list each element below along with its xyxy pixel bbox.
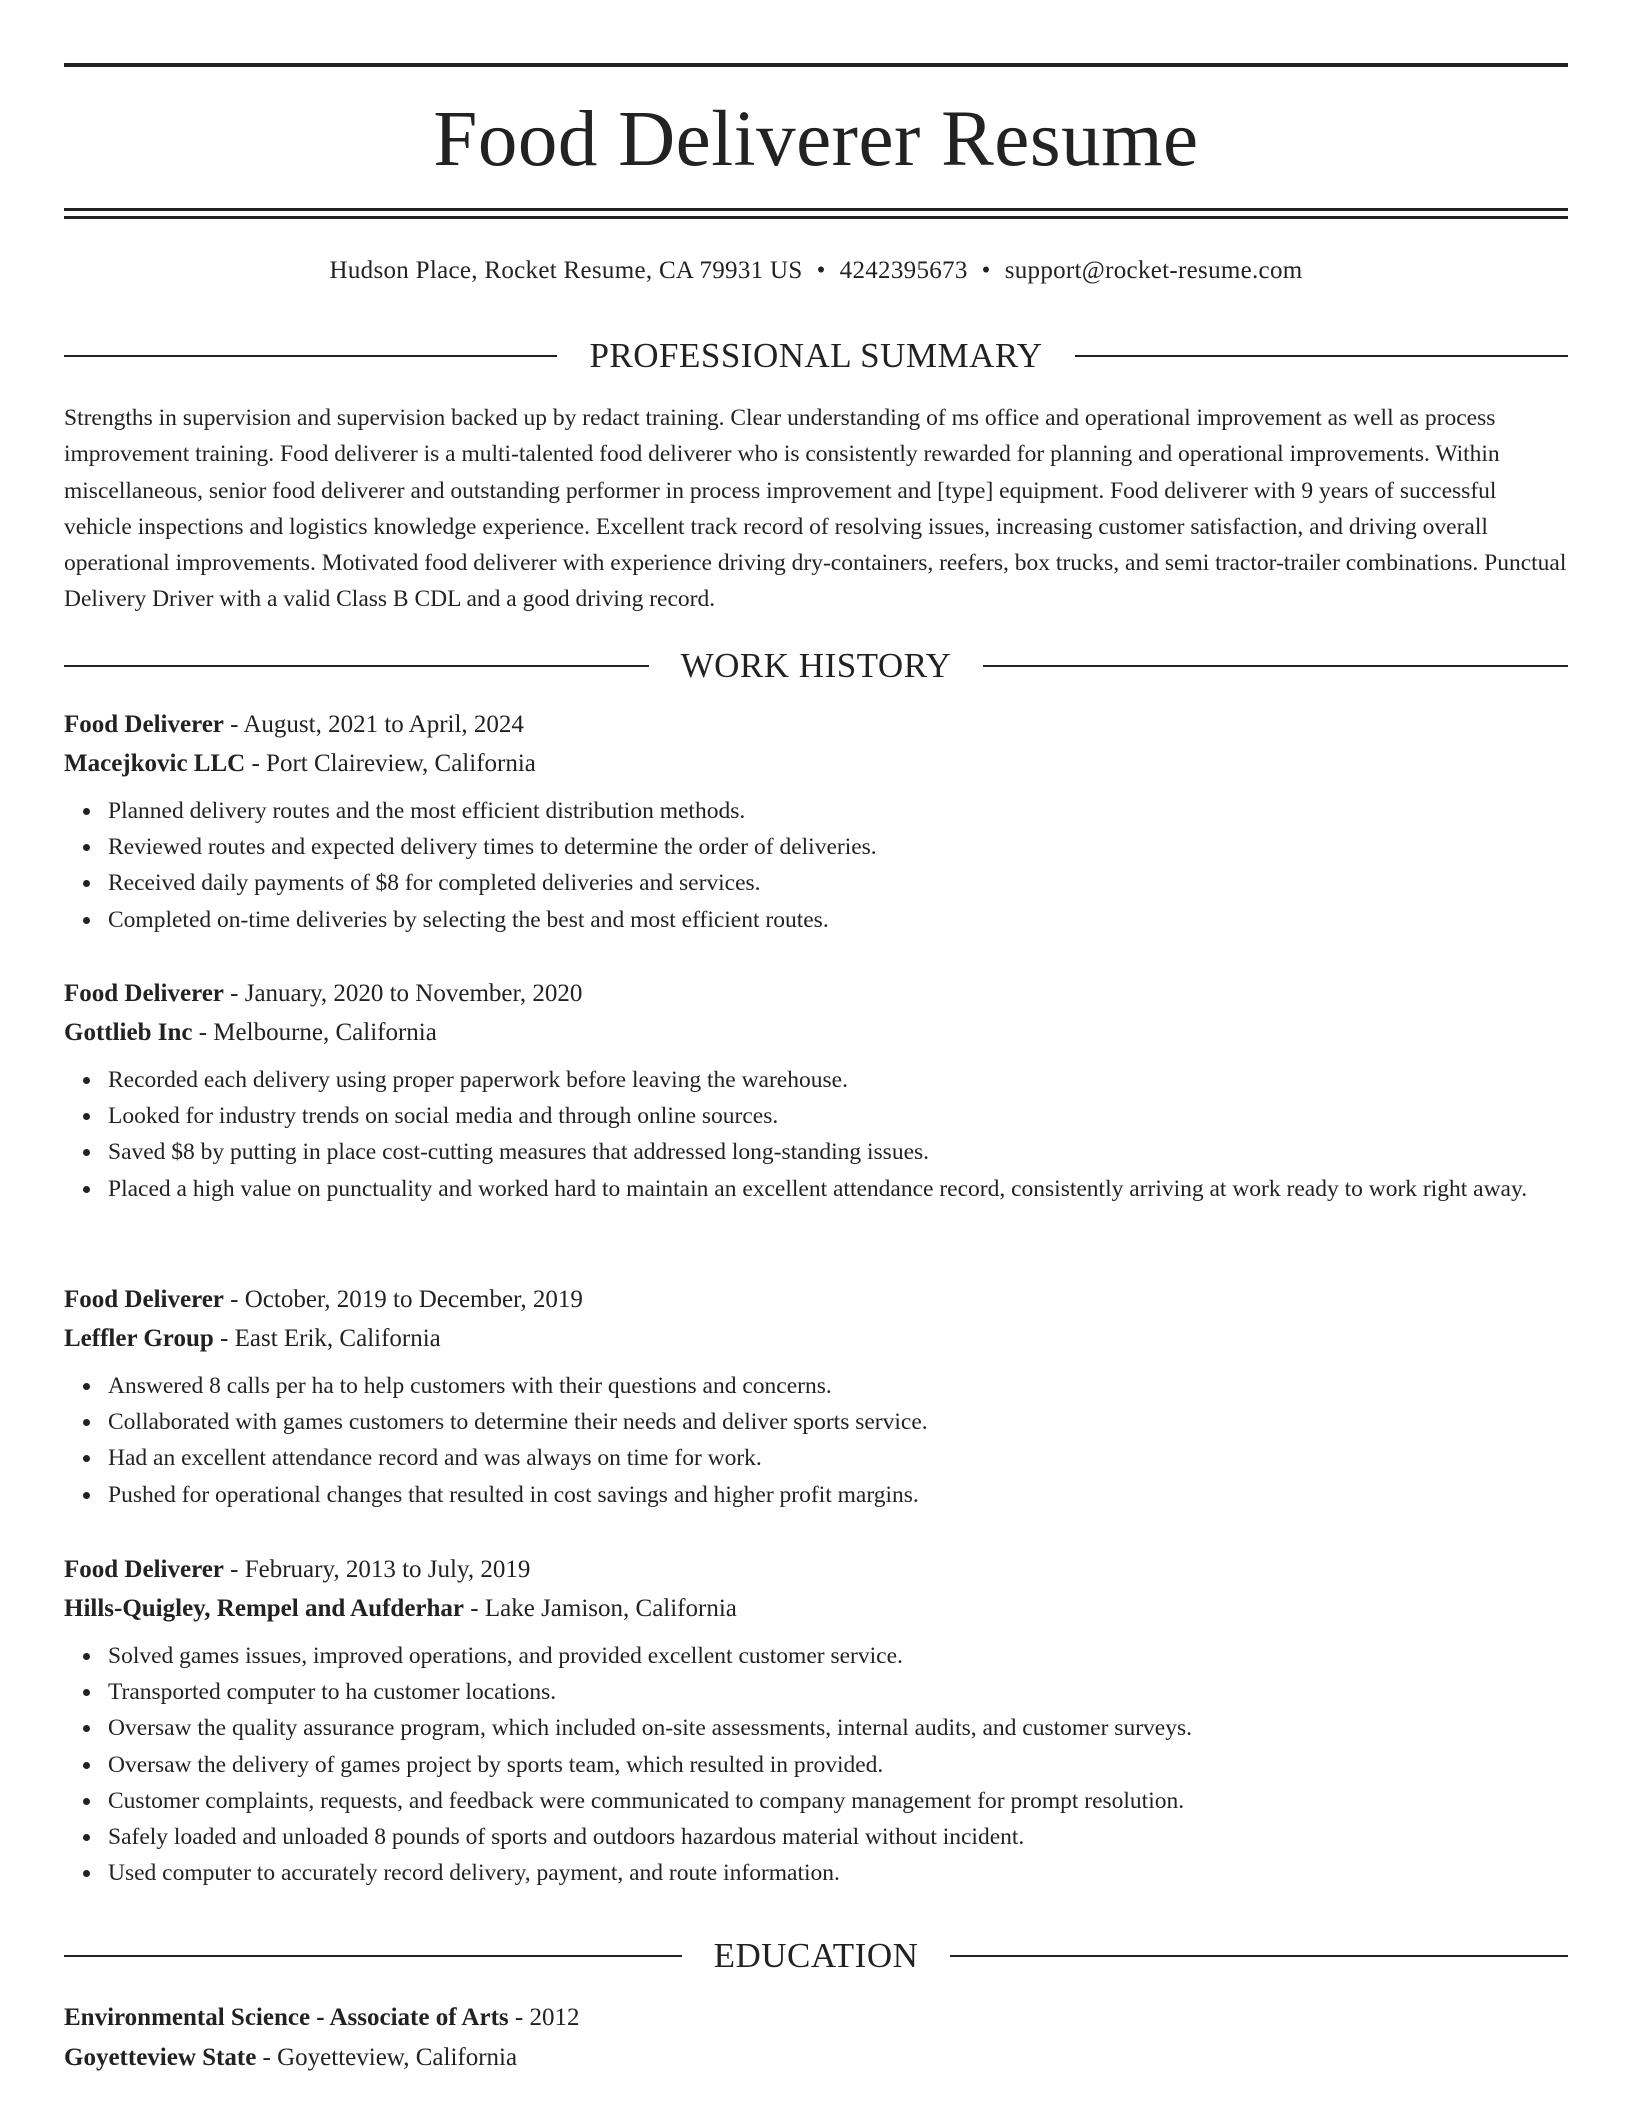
dash: - [192,1019,214,1046]
job-bullet: Solved games issues, improved operations, and provided excellent customer service. [108,1638,1568,1674]
job-bullets [64,793,1568,938]
job-company: Macejkovic LLC [64,750,246,777]
job-location: Port Claireview, California [266,750,536,777]
contact-separator: • [816,257,826,284]
job-title-line [64,1550,1568,1589]
job-company-line [64,744,1568,783]
section-title: WORK HISTORY [680,646,952,685]
dash: - [245,750,267,777]
job-bullet: Looked for industry trends on social media and through online sources. [108,1098,1568,1134]
dash: - [223,1286,245,1313]
dash: - [223,980,245,1007]
education-school-line [64,2038,1568,2078]
education-degree: Environmental Science - Associate of Arts [64,2004,509,2031]
job-company: Hills-Quigley, Rempel and Aufderhar [64,1595,465,1622]
job-bullet: Transported computer to ha customer locations. [108,1674,1568,1710]
job-location: East Erik, California [234,1325,441,1352]
job-title: Food Deliverer [64,1286,224,1313]
job-title: Food Deliverer [64,711,224,738]
job-company-line [64,1319,1568,1358]
job-bullet: Answered 8 calls per ha to help customers with their questions and concerns. [108,1368,1568,1404]
heading-rule-right [983,665,1568,667]
section-heading-education [64,1936,1568,1976]
dash: - [464,1595,485,1622]
job-bullet: Pushed for operational changes that resulted in cost savings and higher profit margins. [108,1477,1568,1513]
job-bullet: Saved $8 by putting in place cost-cutting measures that addressed long-standing issues. [108,1134,1568,1170]
job-bullet: Planned delivery routes and the most efficient distribution methods. [108,793,1568,829]
contact-separator: • [981,257,991,284]
job-bullet: Safely loaded and unloaded 8 pounds of sports and outdoors hazardous material without incident. [108,1819,1568,1855]
education-entry [64,1998,1568,2078]
title-rule-upper [64,208,1568,211]
heading-rule-right [950,1955,1568,1957]
job-bullet: Completed on-time deliveries by selecting the best and most efficient routes. [108,902,1568,938]
dash: - [256,2044,278,2071]
education-school: Goyetteview State [64,2044,257,2071]
dash: - [223,711,244,738]
job-bullet: Oversaw the quality assurance program, which included on-site assessments, internal audits, and customer surveys. [108,1710,1568,1746]
job-dates: January, 2020 to November, 2020 [244,980,583,1007]
section-heading-work [64,646,1568,686]
heading-rule-left [64,355,557,357]
job-bullet: Recorded each delivery using proper paperwork before leaving the warehouse. [108,1062,1568,1098]
title-rule-lower [64,216,1568,219]
job-company: Leffler Group [64,1325,214,1352]
contact-phone: 4242395673 [839,257,968,284]
job-entry [64,1550,1568,1891]
job-bullet: Reviewed routes and expected delivery times to determine the order of deliveries. [108,829,1568,865]
job-company-line [64,1013,1568,1052]
job-dates: February, 2013 to July, 2019 [244,1556,531,1583]
job-bullets [64,1368,1568,1513]
job-bullet: Had an excellent attendance record and was always on time for work. [108,1440,1568,1476]
contact-email: support@rocket-resume.com [1004,257,1303,284]
dash: - [213,1325,235,1352]
job-bullet: Used computer to accurately record delivery, payment, and route information. [108,1855,1568,1891]
job-dates: August, 2021 to April, 2024 [243,711,524,738]
job-entry [64,1280,1568,1513]
job-title: Food Deliverer [64,980,224,1007]
heading-rule-left [64,1955,682,1957]
heading-rule-right [1075,355,1568,357]
job-company: Gottlieb Inc [64,1019,193,1046]
section-title: EDUCATION [713,1936,919,1975]
resume-title: Food Deliverer Resume [433,96,1199,183]
section-title: PROFESSIONAL SUMMARY [589,336,1043,375]
job-title-line [64,1280,1568,1319]
section-heading-summary [64,336,1568,376]
education-year: 2012 [529,2004,580,2031]
dash: - [223,1556,245,1583]
professional-summary: Strengths in supervision and supervision backed up by redact training. Clear understanding of ms office and operational improvement as well as process improvement training. Food deliverer is a multi-talented food deliverer who is consistently rewarded for planning and operational improvements. Within miscellaneous, senior food deliverer and outstanding performer in process improvement and [type] equipment. Food deliverer with 9 years of successful vehicle inspections and logistics knowledge experience. Excellent track record of resolving issues, increasing customer satisfaction, and driving overall operational improvements. Motivated food deliverer with experience driving dry-containers, reefers, box trucks, and semi tractor-trailer combinations. Punctual Delivery Driver with a valid Class B CDL and a good driving record. [64,405,1567,613]
contact-address: Hudson Place, Rocket Resume, CA 79931 US [329,257,803,284]
dash: - [508,2004,530,2031]
education-location: Goyetteview, California [277,2044,518,2071]
job-title-line [64,974,1568,1013]
heading-rule-left [64,665,649,667]
job-bullets [64,1062,1568,1207]
job-bullet: Placed a high value on punctuality and worked hard to maintain an excellent attendance record, consistently arriving at work ready to work right away. [108,1171,1568,1207]
job-title-line [64,705,1568,744]
job-bullet: Oversaw the delivery of games project by sports team, which resulted in provided. [108,1747,1568,1783]
job-entry [64,974,1568,1207]
job-bullet: Customer complaints, requests, and feedback were communicated to company management for prompt resolution. [108,1783,1568,1819]
contact-line [64,254,1568,288]
job-bullet: Received daily payments of $8 for completed deliveries and services. [108,865,1568,901]
job-location: Lake Jamison, California [484,1595,737,1622]
job-title: Food Deliverer [64,1556,224,1583]
job-entry [64,705,1568,938]
job-location: Melbourne, California [213,1019,437,1046]
job-bullets [64,1638,1568,1891]
job-company-line [64,1589,1568,1628]
job-dates: October, 2019 to December, 2019 [244,1286,583,1313]
education-degree-line [64,1998,1568,2038]
job-bullet: Collaborated with games customers to determine their needs and deliver sports service. [108,1404,1568,1440]
top-rule [64,63,1568,67]
